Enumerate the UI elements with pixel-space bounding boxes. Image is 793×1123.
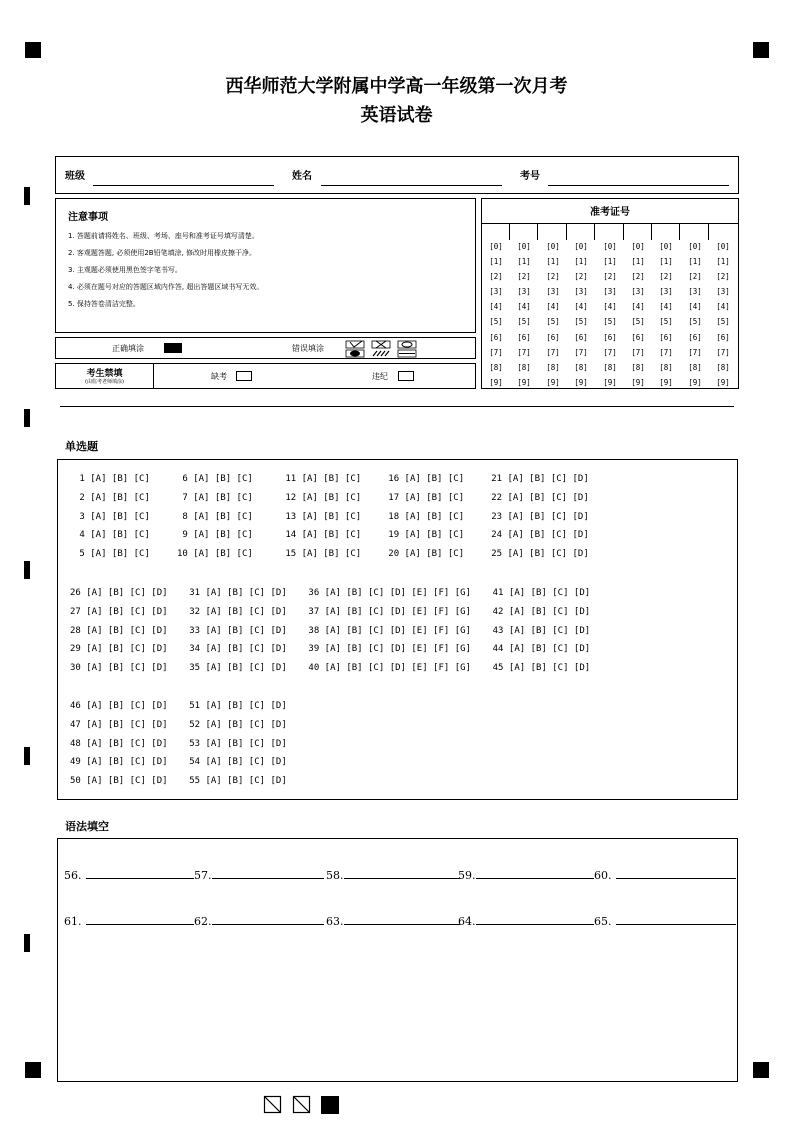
grammar-blank-line[interactable] <box>344 913 460 925</box>
admission-digit-option[interactable]: [4] <box>631 302 645 312</box>
grammar-blank-number: 64. <box>458 915 476 928</box>
notes-item: 1. 答题前请将姓名、班级、考场、座号和准考证号填写清楚。 <box>68 232 259 240</box>
grammar-blank-line[interactable] <box>344 867 460 879</box>
admission-digit-option[interactable]: [4] <box>489 302 503 312</box>
admission-digit-option[interactable]: [8] <box>659 362 673 372</box>
grammar-blank[interactable] <box>458 913 594 928</box>
question-row[interactable]: 48 [A] [B] [C] [D] 53 [A] [B] [C] [D] <box>70 738 287 749</box>
admission-digit-option[interactable]: [3] <box>546 287 560 297</box>
school-title: 西华师范大学附属中学高一年级第一次月考 <box>225 76 568 97</box>
admission-digit-option[interactable]: [6] <box>631 332 645 342</box>
admission-digit-option[interactable]: [3] <box>574 287 588 297</box>
name-field[interactable] <box>321 185 502 186</box>
admission-digit-option[interactable]: [0] <box>716 242 730 251</box>
admission-digit-option[interactable]: [1] <box>716 257 730 267</box>
question-row[interactable]: 1 [A] [B] [C] 6 [A] [B] [C] 11 [A] [B] [C] 16 [A] [B] [C] 21 [A] [B] [C] [D] <box>74 474 589 484</box>
admission-digit-option[interactable]: [4] <box>688 302 702 312</box>
admission-digit-option[interactable]: [2] <box>603 272 617 282</box>
admission-digit-option[interactable]: [5] <box>716 317 730 327</box>
question-row[interactable]: 26 [A] [B] [C] [D] 31 [A] [B] [C] [D] 36 [A] [B] [C] [D] [E] [F] [G] 41 [A] [B] [C] [D] <box>70 588 591 598</box>
candidate-status-label: 考生禁填 <box>86 369 123 379</box>
notes-item: 4. 必须在题号对应的答题区域内作答, 超出答题区域书写无效。 <box>68 283 264 291</box>
admission-digit-option[interactable]: [9] <box>546 377 560 387</box>
question-row[interactable]: 4 [A] [B] [C] 9 [A] [B] [C] 14 [A] [B] [C] 19 [A] [B] [C] 24 [A] [B] [C] [D] <box>74 530 589 541</box>
admission-digit-option[interactable]: [7] <box>688 347 702 357</box>
admission-digit-column[interactable] <box>512 239 536 390</box>
admission-digit-option[interactable]: [9] <box>659 377 673 387</box>
admission-digit-option[interactable]: [5] <box>574 317 588 327</box>
grammar-blank-line[interactable] <box>212 867 324 879</box>
admission-digit-cell[interactable] <box>510 223 538 240</box>
admission-digit-option[interactable]: [7] <box>603 347 617 357</box>
timing-mark <box>24 409 30 427</box>
admission-digit-option[interactable]: [1] <box>574 257 588 267</box>
admission-digit-option[interactable]: [7] <box>517 347 531 357</box>
registration-mark-bottom-right <box>753 1062 769 1078</box>
question-row[interactable]: 5 [A] [B] [C] 10 [A] [B] [C] 15 [A] [B] [C] 20 [A] [B] [C] 25 [A] [B] [C] [D] <box>74 549 589 560</box>
grammar-blank-line[interactable] <box>86 867 194 879</box>
student-info-box <box>55 156 739 194</box>
grammar-blank[interactable] <box>64 913 194 928</box>
admission-digit-option[interactable]: [2] <box>489 272 503 282</box>
grammar-blank-number: 65. <box>594 915 612 928</box>
timing-mark <box>24 561 30 579</box>
single-choice-heading: 单选题 <box>65 440 98 453</box>
admission-digit-option[interactable]: [8] <box>574 362 588 372</box>
single-choice-box <box>57 459 738 800</box>
admission-digit-cell[interactable] <box>709 223 737 240</box>
registration-mark-bottom-left <box>25 1062 41 1078</box>
grammar-blank-number: 56. <box>64 869 82 882</box>
admission-digit-option[interactable]: [9] <box>631 377 645 387</box>
question-row[interactable]: 3 [A] [B] [C] 8 [A] [B] [C] 13 [A] [B] [C] 18 [A] [B] [C] 23 [A] [B] [C] [D] <box>74 511 589 522</box>
admission-digit-option[interactable]: [8] <box>688 362 702 372</box>
absent-checkbox[interactable] <box>236 371 252 381</box>
name-label: 姓名 <box>292 171 312 182</box>
grammar-blank[interactable] <box>64 867 194 882</box>
admission-digit-option[interactable]: [3] <box>517 287 531 297</box>
admission-digit-column[interactable] <box>683 239 707 390</box>
admission-digit-option[interactable]: [3] <box>489 287 503 297</box>
notes-item: 2. 客观题答题, 必须使用2B铅笔填涂, 修改时用橡皮擦干净。 <box>68 249 257 257</box>
registration-mark-top-left <box>25 42 41 58</box>
admission-digit-option[interactable]: [0] <box>603 242 617 251</box>
admission-digit-cell[interactable] <box>567 223 595 240</box>
admission-digit-option[interactable]: [8] <box>716 362 730 372</box>
wrong-fill-samples-icon <box>344 340 420 358</box>
question-row[interactable]: 30 [A] [B] [C] [D] 35 [A] [B] [C] [D] 40 [A] [B] [C] [D] [E] [F] [G] 45 [A] [B] [C] [D] <box>70 663 591 674</box>
timing-mark <box>24 747 30 765</box>
admission-digit-option[interactable]: [2] <box>574 272 588 282</box>
exam-no-label: 考号 <box>520 171 540 182</box>
candidate-status-box <box>55 363 476 389</box>
admission-digit-option[interactable]: [2] <box>546 272 560 282</box>
admission-digit-option[interactable]: [2] <box>517 272 531 282</box>
admission-digit-option[interactable]: [1] <box>517 257 531 267</box>
violation-checkbox[interactable] <box>398 371 414 381</box>
admission-digit-option[interactable]: [2] <box>659 272 673 282</box>
notes-item: 5. 保持答卷清洁完整。 <box>68 300 140 308</box>
admission-digit-option[interactable]: [1] <box>688 257 702 267</box>
grammar-blank[interactable] <box>326 913 460 928</box>
admission-digit-option[interactable]: [9] <box>603 377 617 387</box>
admission-digit-cell[interactable] <box>652 223 680 240</box>
admission-digit-option[interactable]: [7] <box>489 347 503 357</box>
grammar-blank[interactable] <box>326 867 460 882</box>
correct-fill-sample-icon <box>164 343 182 353</box>
grammar-blank-number: 60. <box>594 869 612 882</box>
grammar-box <box>57 838 738 1082</box>
grammar-blank[interactable] <box>458 867 594 882</box>
admission-digit-cell[interactable] <box>681 223 709 240</box>
admission-digit-column[interactable] <box>626 239 650 390</box>
admission-digit-option[interactable]: [2] <box>688 272 702 282</box>
grammar-blank[interactable] <box>194 913 324 928</box>
admission-digit-cell[interactable] <box>596 223 624 240</box>
registration-mark-top-right <box>753 42 769 58</box>
admission-digit-option[interactable]: [7] <box>716 347 730 357</box>
admission-digit-option[interactable]: [0] <box>546 242 560 251</box>
admission-digit-option[interactable]: [8] <box>631 362 645 372</box>
grammar-blank-number: 61. <box>64 915 82 928</box>
admission-digit-column[interactable] <box>654 239 678 390</box>
admission-number-grid <box>481 198 739 389</box>
question-row[interactable]: 46 [A] [B] [C] [D] 51 [A] [B] [C] [D] <box>70 701 287 711</box>
timing-mark <box>24 187 30 205</box>
admission-digit-option[interactable]: [3] <box>659 287 673 297</box>
admission-digit-option[interactable]: [9] <box>574 377 588 387</box>
admission-digit-option[interactable]: [4] <box>716 302 730 312</box>
notes-box <box>55 198 476 333</box>
admission-digit-option[interactable]: [0] <box>631 242 645 251</box>
question-row[interactable]: 29 [A] [B] [C] [D] 34 [A] [B] [C] [D] 39 [A] [B] [C] [D] [E] [F] [G] 44 [A] [B] [C] [D] <box>70 644 591 655</box>
candidate-status-label-cell <box>56 364 154 388</box>
admission-digit-option[interactable]: [0] <box>659 242 673 251</box>
admission-digit-option[interactable]: [1] <box>659 257 673 267</box>
admission-digit-option[interactable]: [9] <box>517 377 531 387</box>
candidate-status-sublabel: (由监考老师填涂) <box>85 379 124 385</box>
grammar-blank-line[interactable] <box>616 913 736 925</box>
admission-digit-option[interactable]: [1] <box>546 257 560 267</box>
admission-digit-option[interactable]: [2] <box>716 272 730 282</box>
admission-digit-option[interactable]: [4] <box>517 302 531 312</box>
grammar-blank-number: 62. <box>194 915 212 928</box>
wrong-fill-label: 错误填涂 <box>292 344 324 353</box>
notes-item: 3. 主观题必须使用黑色签字笔书写。 <box>68 266 182 274</box>
grammar-blank-number: 58. <box>326 869 344 882</box>
absent-label: 缺考 <box>211 372 227 381</box>
violation-label: 违纪 <box>372 372 388 381</box>
admission-digit-option[interactable]: [9] <box>716 377 730 387</box>
admission-digit-option[interactable]: [0] <box>517 242 531 251</box>
admission-digit-option[interactable]: [1] <box>603 257 617 267</box>
admission-digit-option[interactable]: [5] <box>659 317 673 327</box>
admission-digit-column[interactable] <box>711 239 735 390</box>
admission-digit-option[interactable]: [6] <box>688 332 702 342</box>
admission-digit-cell[interactable] <box>624 223 652 240</box>
admission-digit-option[interactable]: [0] <box>489 242 503 251</box>
admission-digit-option[interactable]: [2] <box>631 272 645 282</box>
question-row[interactable]: 47 [A] [B] [C] [D] 52 [A] [B] [C] [D] <box>70 719 287 730</box>
grammar-blank-line[interactable] <box>476 913 594 925</box>
question-row[interactable]: 50 [A] [B] [C] [D] 55 [A] [B] [C] [D] <box>70 776 287 787</box>
admission-digit-option[interactable]: [5] <box>489 317 503 327</box>
notes-heading: 注意事项 <box>68 212 108 223</box>
question-row[interactable]: 27 [A] [B] [C] [D] 32 [A] [B] [C] [D] 37 [A] [B] [C] [D] [E] [F] [G] 42 [A] [B] [C] [D] <box>70 606 591 617</box>
grammar-blank-number: 59. <box>458 869 476 882</box>
admission-digit-option[interactable]: [6] <box>574 332 588 342</box>
fill-example-box <box>55 337 476 359</box>
grammar-blank-line[interactable] <box>86 913 194 925</box>
grammar-blank-number: 63. <box>326 915 344 928</box>
admission-digit-option[interactable]: [6] <box>659 332 673 342</box>
admission-digit-option[interactable]: [1] <box>631 257 645 267</box>
correct-fill-label: 正确填涂 <box>112 344 144 353</box>
grammar-blank-line[interactable] <box>616 867 736 879</box>
admission-digit-cell[interactable] <box>482 223 510 240</box>
admission-digit-option[interactable]: [6] <box>517 332 531 342</box>
admission-digit-option[interactable]: [8] <box>546 362 560 372</box>
question-row[interactable]: 28 [A] [B] [C] [D] 33 [A] [B] [C] [D] 38 [A] [B] [C] [D] [E] [F] [G] 43 [A] [B] [C] [D] <box>70 625 591 636</box>
admission-digit-option[interactable]: [8] <box>517 362 531 372</box>
grammar-blank-number: 57. <box>194 869 212 882</box>
admission-digit-option[interactable]: [6] <box>489 332 503 342</box>
page-mark-filled-icon <box>321 1096 339 1114</box>
page-marks <box>263 1095 343 1115</box>
admission-digit-option[interactable]: [4] <box>546 302 560 312</box>
admission-digit-option[interactable]: [8] <box>489 362 503 372</box>
admission-digit-option[interactable]: [3] <box>631 287 645 297</box>
question-row[interactable]: 2 [A] [B] [C] 7 [A] [B] [C] 12 [A] [B] [C] 17 [A] [B] [C] 22 [A] [B] [C] [D] <box>74 492 589 503</box>
admission-digit-option[interactable]: [9] <box>688 377 702 387</box>
grammar-blank[interactable] <box>594 913 736 928</box>
admission-digit-column[interactable] <box>598 239 622 390</box>
class-field[interactable] <box>93 185 274 186</box>
timing-mark <box>24 934 30 952</box>
admission-digit-option[interactable]: [6] <box>603 332 617 342</box>
grammar-blank[interactable] <box>194 867 324 882</box>
subject-title: 英语试卷 <box>360 105 433 126</box>
admission-heading: 准考证号 <box>590 207 630 218</box>
admission-digit-option[interactable]: [4] <box>603 302 617 312</box>
admission-digit-column[interactable] <box>541 239 565 390</box>
admission-digit-option[interactable]: [7] <box>574 347 588 357</box>
admission-digit-column[interactable] <box>569 239 593 390</box>
admission-digit-cell[interactable] <box>539 223 567 240</box>
admission-digit-option[interactable]: [5] <box>603 317 617 327</box>
admission-digit-option[interactable]: [3] <box>716 287 730 297</box>
admission-digit-column[interactable] <box>484 239 508 390</box>
admission-digit-option[interactable]: [6] <box>546 332 560 342</box>
admission-digit-option[interactable]: [8] <box>603 362 617 372</box>
admission-digit-option[interactable]: [5] <box>517 317 531 327</box>
admission-heading-divider <box>482 223 738 224</box>
admission-digit-option[interactable]: [7] <box>659 347 673 357</box>
admission-digit-option[interactable]: [6] <box>716 332 730 342</box>
admission-digit-option[interactable]: [4] <box>659 302 673 312</box>
admission-digit-option[interactable]: [4] <box>574 302 588 312</box>
grammar-blank-line[interactable] <box>212 913 324 925</box>
question-row[interactable]: 49 [A] [B] [C] [D] 54 [A] [B] [C] [D] <box>70 757 287 768</box>
admission-digit-option[interactable]: [3] <box>688 287 702 297</box>
admission-digit-option[interactable]: [7] <box>546 347 560 357</box>
admission-digit-option[interactable]: [5] <box>546 317 560 327</box>
admission-digit-option[interactable]: [7] <box>631 347 645 357</box>
admission-digit-option[interactable]: [3] <box>603 287 617 297</box>
class-label: 班级 <box>65 171 85 182</box>
grammar-blank-line[interactable] <box>476 867 594 879</box>
grammar-blank[interactable] <box>594 867 736 882</box>
admission-digit-option[interactable]: [5] <box>631 317 645 327</box>
admission-digit-option[interactable]: [0] <box>574 242 588 251</box>
exam-no-field[interactable] <box>548 185 729 186</box>
separator-line <box>60 406 734 407</box>
admission-digit-option[interactable]: [9] <box>489 377 503 387</box>
grammar-heading: 语法填空 <box>65 820 109 833</box>
admission-digit-option[interactable]: [0] <box>688 242 702 251</box>
admission-digit-option[interactable]: [1] <box>489 257 503 267</box>
admission-digit-option[interactable]: [5] <box>688 317 702 327</box>
